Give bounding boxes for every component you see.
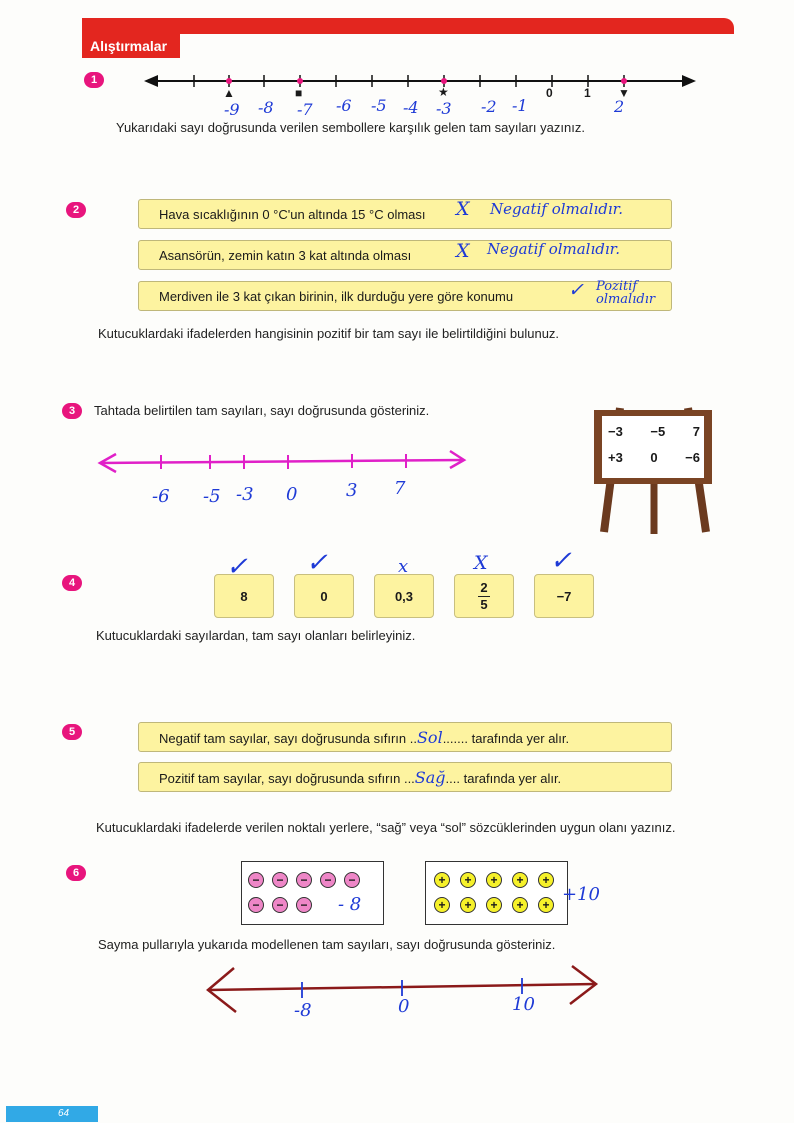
cross-mark-icon: x bbox=[398, 556, 409, 577]
negative-counter: − bbox=[248, 872, 264, 888]
hand-label: -3 bbox=[236, 484, 254, 505]
hand-label: -4 bbox=[403, 98, 419, 117]
hand-label: -5 bbox=[371, 96, 387, 115]
hand-label: -8 bbox=[294, 1000, 312, 1021]
q2-instruction: Kutucuklardaki ifadelerden hangisinin pozitif bir tam sayı ile belirtildiğini bulunuz. bbox=[98, 326, 560, 341]
hand-label: -8 bbox=[258, 98, 274, 117]
negative-counter: − bbox=[320, 872, 336, 888]
positive-counter: + bbox=[538, 897, 554, 913]
hand-label: -9 bbox=[224, 100, 240, 119]
q2-answer: Negatif olmalıdır. bbox=[490, 200, 623, 218]
number-card: −7 bbox=[534, 574, 594, 618]
hand-label: -5 bbox=[203, 486, 221, 507]
question-4-number: 4 bbox=[62, 575, 82, 591]
board-row-1 bbox=[608, 424, 700, 439]
number-card: 0,3 bbox=[374, 574, 434, 618]
q2-box-text: Merdiven ile 3 kat çıkan birinin, ilk durduğu yere göre konumu bbox=[159, 289, 514, 304]
q3-instruction: Tahtada belirtilen tam sayıları, sayı doğrusunda gösteriniz. bbox=[94, 403, 430, 418]
axis-label-zero: 0 bbox=[546, 86, 553, 100]
page-number: 64 bbox=[6, 1106, 98, 1122]
hand-label: -7 bbox=[297, 100, 313, 119]
square-icon: ■ bbox=[295, 86, 303, 100]
negative-answer: - 8 bbox=[338, 894, 362, 915]
q4-instruction: Kutucuklardaki sayılardan, tam sayı olanları belirleyiniz. bbox=[96, 628, 416, 643]
question-5-number: 5 bbox=[62, 724, 82, 740]
positive-counter: + bbox=[460, 897, 476, 913]
positive-counter: + bbox=[434, 897, 450, 913]
positive-counter: + bbox=[486, 872, 502, 888]
q2-box-3 bbox=[138, 281, 672, 311]
number-card: 0 bbox=[294, 574, 354, 618]
q5-answer: Sağ bbox=[414, 768, 446, 787]
board-number: 7 bbox=[692, 424, 700, 439]
q5-suffix: tarafında yer alır. bbox=[460, 771, 562, 786]
negative-counter: − bbox=[344, 872, 360, 888]
check-mark-icon: ✓ bbox=[568, 279, 584, 301]
hand-label: 7 bbox=[394, 478, 406, 499]
hand-label: 2 bbox=[614, 97, 625, 116]
board-row-2 bbox=[608, 450, 700, 465]
board-number: 0 bbox=[650, 450, 658, 465]
positive-counters-box bbox=[425, 861, 568, 925]
point-minus-7 bbox=[297, 78, 303, 84]
hand-label: -2 bbox=[481, 97, 497, 116]
board-number: +3 bbox=[608, 450, 623, 465]
axis-label-one: 1 bbox=[584, 86, 591, 100]
negative-counter: − bbox=[272, 872, 288, 888]
q5-answer: Sol bbox=[416, 728, 443, 747]
hand-label: 0 bbox=[286, 484, 298, 505]
positive-answer: +10 bbox=[562, 884, 600, 905]
q2-box-text: Hava sıcaklığının 0 °C'un altında 15 °C olması bbox=[159, 207, 426, 222]
dots: .... bbox=[445, 771, 460, 786]
number-card: 8 bbox=[214, 574, 274, 618]
hand-label: 3 bbox=[346, 480, 358, 501]
star-icon: ★ bbox=[438, 85, 449, 99]
dots: .. bbox=[409, 731, 417, 746]
point-minus-9 bbox=[226, 78, 232, 84]
q5-prefix: Pozitif tam sayılar, sayı doğrusunda sıfırın bbox=[159, 771, 404, 786]
hand-label: 0 bbox=[398, 996, 410, 1017]
check-mark-icon: ✓ bbox=[550, 546, 572, 576]
point-2 bbox=[621, 78, 627, 84]
negative-counter: − bbox=[248, 897, 264, 913]
dots: ... bbox=[403, 771, 415, 786]
q2-box-text: Asansörün, zemin katın 3 kat altında olması bbox=[159, 248, 412, 263]
question-2-number: 2 bbox=[66, 202, 86, 218]
positive-counter: + bbox=[486, 897, 502, 913]
header-bar bbox=[82, 18, 734, 34]
positive-counter: + bbox=[512, 897, 528, 913]
dots: ....... bbox=[442, 731, 468, 746]
check-mark-icon: ✓ bbox=[226, 552, 248, 582]
question-6-number: 6 bbox=[66, 865, 86, 881]
q2-answer: Negatif olmalıdır. bbox=[487, 240, 620, 258]
q6-instruction: Sayma pullarıyla yukarıda modellenen tam sayıları, sayı doğrusunda gösteriniz. bbox=[98, 937, 556, 952]
negative-counter: − bbox=[272, 897, 288, 913]
question-1-number: 1 bbox=[84, 72, 104, 88]
positive-counter: + bbox=[460, 872, 476, 888]
positive-counter: + bbox=[434, 872, 450, 888]
q5-suffix: tarafında yer alır. bbox=[467, 731, 570, 746]
q5-instruction: Kutucuklardaki ifadelerde verilen noktalı yerlere, “sağ” veya “sol” sözcüklerinden uygun olanı yazınız. bbox=[96, 820, 676, 835]
cross-mark-icon: X bbox=[456, 240, 470, 262]
q3-number-line bbox=[94, 448, 474, 476]
hand-label: -3 bbox=[436, 99, 452, 118]
easel-board bbox=[590, 398, 720, 538]
fraction-numerator: 2 bbox=[480, 580, 488, 595]
q1-instruction: Yukarıdaki sayı doğrusunda verilen sembollere karşılık gelen tam sayıları yazınız. bbox=[116, 120, 585, 135]
cross-mark-icon: X bbox=[456, 198, 470, 220]
fraction-card bbox=[454, 574, 514, 618]
point-minus-3 bbox=[441, 78, 447, 84]
q5-box-1 bbox=[138, 722, 672, 752]
fraction-denominator: 5 bbox=[480, 597, 488, 612]
negative-counters-box bbox=[241, 861, 384, 925]
negative-counter: − bbox=[296, 897, 312, 913]
hand-label: 10 bbox=[512, 994, 535, 1015]
hand-label: -6 bbox=[336, 96, 352, 115]
board-number: −5 bbox=[650, 424, 666, 439]
question-3-number: 3 bbox=[62, 403, 82, 419]
positive-counter: + bbox=[538, 872, 554, 888]
triangle-up-icon: ▲ bbox=[223, 86, 235, 100]
hand-label: -6 bbox=[152, 486, 170, 507]
cross-mark-icon: X bbox=[474, 552, 488, 574]
q2-answer: Pozitif olmalıdır bbox=[596, 279, 656, 307]
triangle-down-icon: ▼ bbox=[618, 86, 630, 100]
board-number: −3 bbox=[608, 424, 623, 439]
q5-box-2 bbox=[138, 762, 672, 792]
board-number: −6 bbox=[685, 450, 700, 465]
negative-counter: − bbox=[296, 872, 312, 888]
check-mark-icon: ✓ bbox=[306, 548, 328, 578]
hand-label: -1 bbox=[512, 96, 528, 115]
q5-prefix: Negatif tam sayılar, sayı doğrusunda sıfırın bbox=[159, 731, 410, 746]
section-title: Alıştırmalar bbox=[82, 34, 180, 58]
positive-counter: + bbox=[512, 872, 528, 888]
